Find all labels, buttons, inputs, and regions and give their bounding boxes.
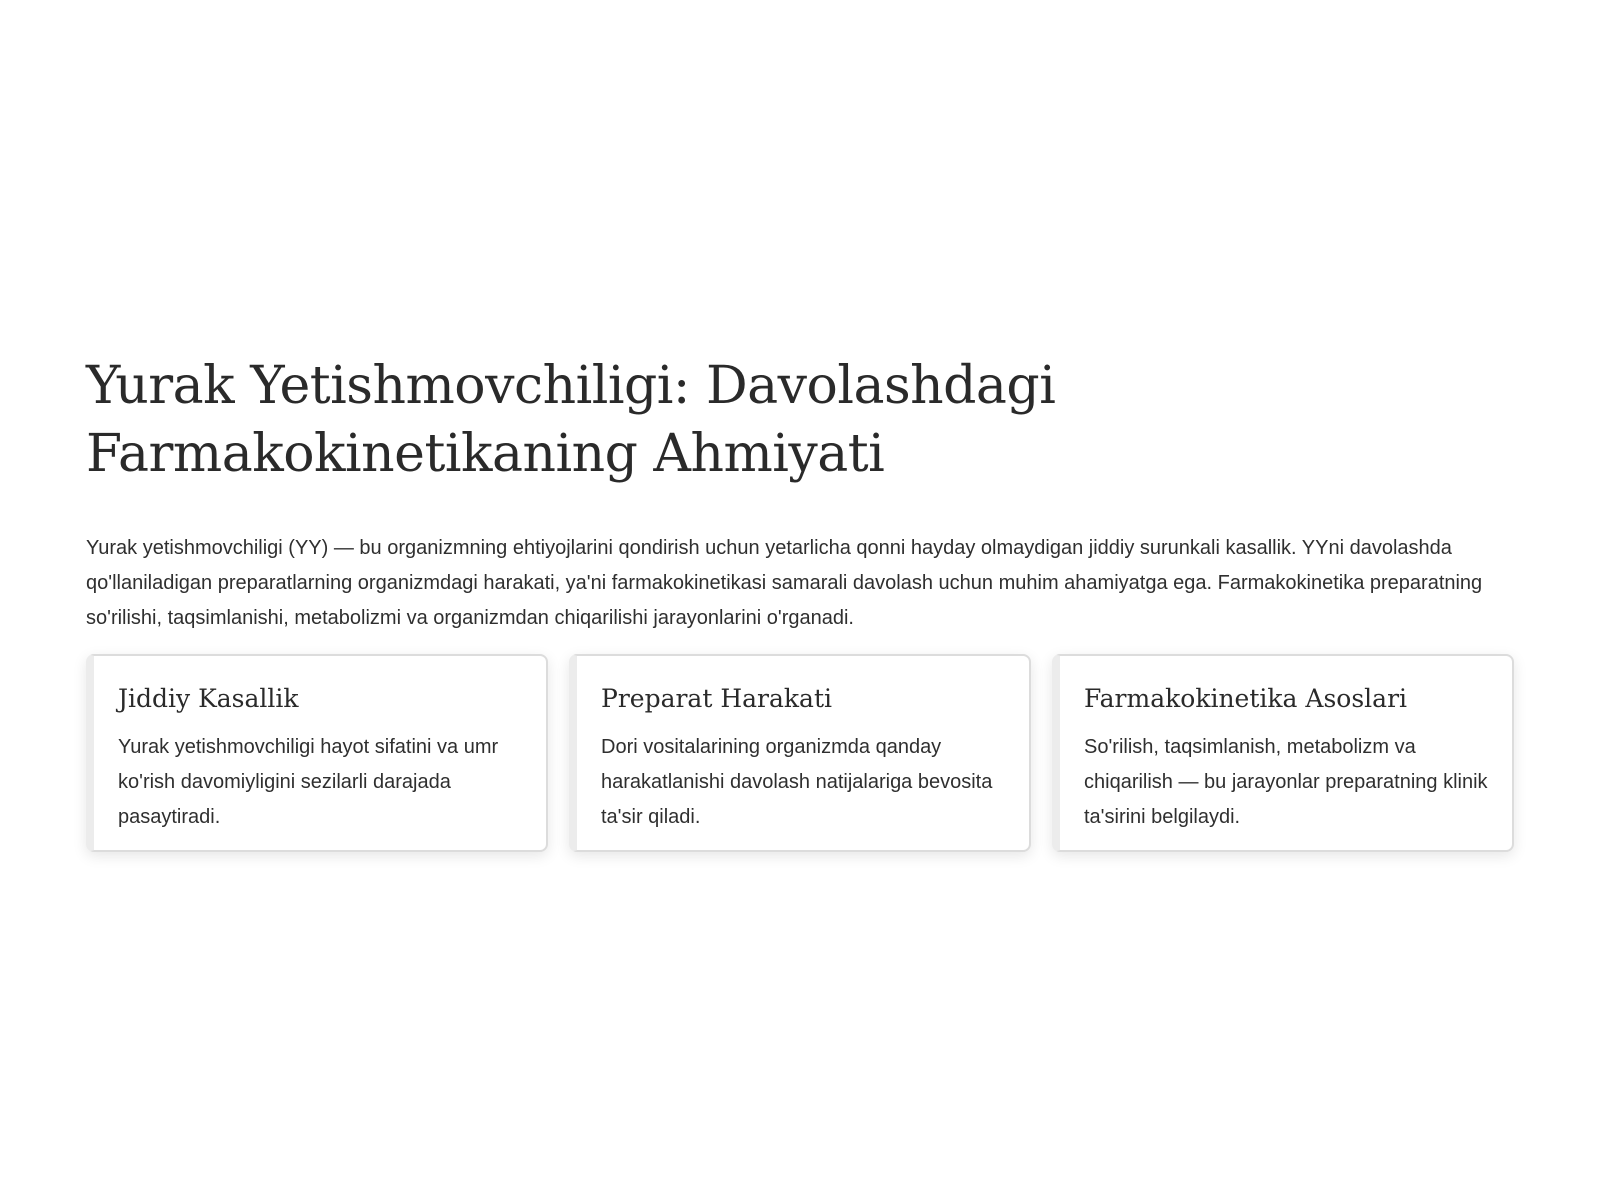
- page-title: Yurak Yetishmovchiligi: Davolashdagi Farmakokinetikaning Ahmiyati: [86, 356, 1056, 484]
- cards-row: [86, 654, 1516, 854]
- card-title: Jiddiy Kasallik: [118, 684, 299, 713]
- card-drug-action: [569, 654, 1031, 852]
- intro-paragraph: Yurak yetishmovchiligi (YY) — bu organizmning ehtiyojlarini qondirish uchun yetarlicha qonni hayday olmaydigan jiddiy surunkali kasallik. YYni davolashda qo'llaniladigan preparatlarning organizmdagi harakati, ya'ni farmakokinetikasi samarali davolash uchun muhim ahamiyatga ega. Farmakokinetika preparatning so'rilishi, taqsimlanishi, metabolizmi va organizmdan chiqarilishi jarayonlarini o'rganadi.: [86, 537, 1483, 629]
- card-text: Dori vositalarining organizmda qanday harakatlanishi davolash natijalariga bevosita ta'sir qiladi.: [601, 736, 993, 828]
- card-title: Preparat Harakati: [601, 684, 832, 713]
- card-text: So'rilish, taqsimlanish, metabolizm va chiqarilish — bu jarayonlar preparatning klinik ta'sirini belgilaydi.: [1084, 736, 1488, 828]
- card-title: Farmakokinetika Asoslari: [1084, 684, 1408, 713]
- card-serious-disease: [86, 654, 548, 852]
- card-text: Yurak yetishmovchiligi hayot sifatini va umr ko'rish davomiyligini sezilarli darajada pasaytiradi.: [118, 736, 499, 828]
- card-pharmacokinetics-basics: [1052, 654, 1514, 852]
